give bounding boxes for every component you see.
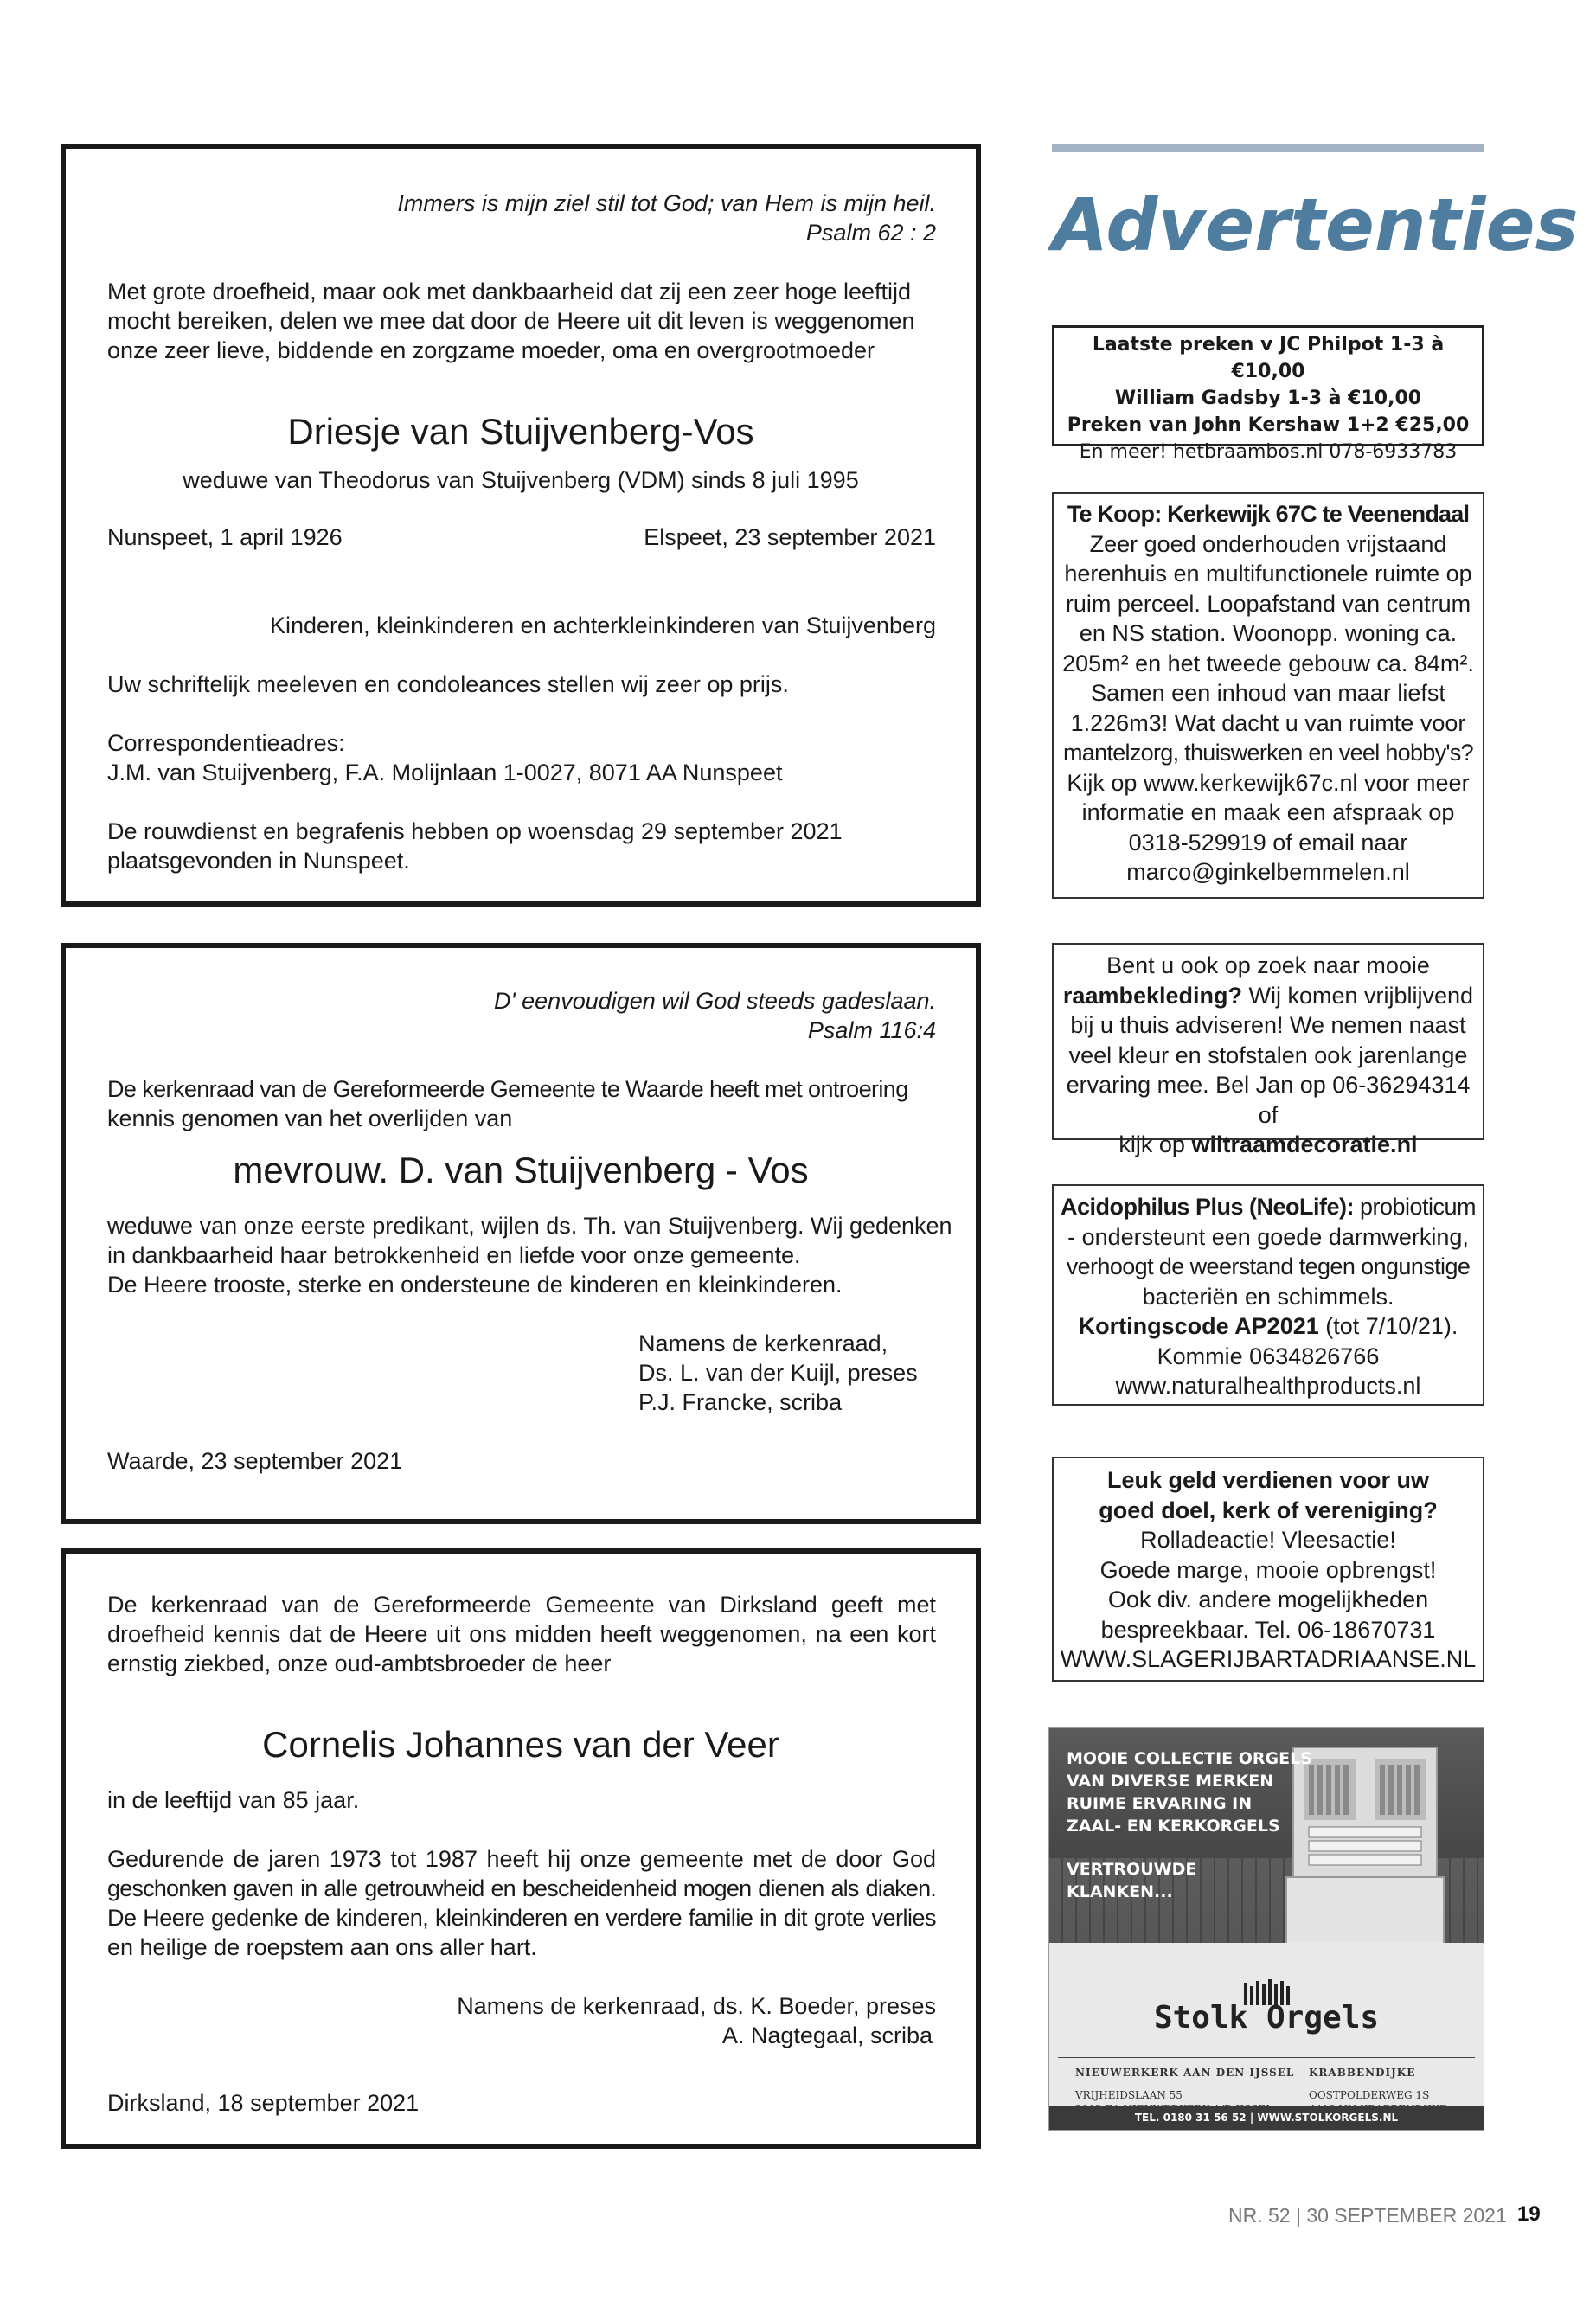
deceased-name: mevrouw. D. van Stuijvenberg - Vos bbox=[233, 1150, 809, 1190]
age-line: in de leeftijd van 85 jaar. bbox=[107, 1787, 360, 1813]
divider bbox=[1058, 2057, 1475, 2058]
ad-line: ruim perceel. Loopafstand van centrum bbox=[1065, 590, 1471, 617]
ad-line: Acidophilus Plus (NeoLife): probioticum bbox=[1060, 1194, 1477, 1220]
body-line: De Heere gedenke de kinderen, kleinkinderen en verdere familie in dit grote verlies bbox=[107, 1905, 936, 1931]
location-nieuwerkerk: NIEUWERKERK AAN DEN IJSSEL VRIJHEIDSLAAN 55 bbox=[1075, 2067, 1295, 2101]
ad-sermon-books bbox=[1052, 325, 1484, 463]
body-line: Gedurende de jaren 1973 tot 1987 heeft hij onze gemeente met de door God bbox=[107, 1846, 936, 1872]
address: J.M. van Stuijvenberg, F.A. Molijnlaan 1-0027, 8071 AA Nunspeet bbox=[107, 760, 783, 785]
ad-line: Kortingscode AP2021 (tot 7/10/21). bbox=[1078, 1313, 1458, 1339]
service-line: De rouwdienst en begrafenis hebben op woensdag 29 september 2021 bbox=[107, 818, 843, 844]
ad-line: WWW.SLAGERIJBARTADRIAANSE.NL bbox=[1060, 1646, 1477, 1672]
ad-heading: goed doel, kerk of vereniging? bbox=[1099, 1497, 1438, 1523]
body-line: geschonken gaven in alle getrouwheid en bescheidenheid mogen dienen als diaken. bbox=[107, 1875, 936, 1901]
subtitle: weduwe van Theodorus van Stuijvenberg (VDM) sinds 8 juli 1995 bbox=[183, 467, 859, 493]
place-date: Dirksland, 18 september 2021 bbox=[107, 2090, 420, 2116]
signature-line: Namens de kerkenraad, bbox=[638, 1330, 888, 1356]
ad-line: marco@ginkelbemmelen.nl bbox=[1126, 859, 1410, 885]
intro-line: ernstig ziekbed, onze oud-ambtsbroeder de heer bbox=[107, 1650, 612, 1676]
ad-line: verhoogt de weerstand tegen ongunstige bbox=[1066, 1253, 1471, 1279]
signature-line: A. Nagtegaal, scriba bbox=[721, 2022, 933, 2048]
death-notice-stuijvenberg-family bbox=[61, 144, 981, 907]
ad-line: Kommie 0634826766 bbox=[1157, 1343, 1380, 1369]
ad-line: 205m² en het tweede gebouw ca. 84m². bbox=[1062, 650, 1474, 676]
section-top-bar bbox=[1052, 144, 1484, 152]
place-date: Waarde, 23 september 2021 bbox=[107, 1448, 403, 1474]
deceased-name: Cornelis Johannes van der Veer bbox=[262, 1724, 779, 1765]
quote-reference: Psalm 62 : 2 bbox=[805, 220, 936, 246]
ad-subheadline: VERTROUWDE KLANKEN... bbox=[1067, 1860, 1197, 1901]
ad-line: Kijk op www.kerkewijk67c.nl voor meer bbox=[1067, 769, 1470, 796]
issue-info: NR. 52 | 30 SEPTEMBER 2021 bbox=[1228, 2204, 1507, 2227]
ad-heading: Te Koop: Kerkewijk 67C te Veenendaal bbox=[1067, 501, 1470, 527]
ad-line: en NS station. Woonopp. woning ca. bbox=[1079, 620, 1458, 646]
ad-line: Rolladeactie! Vleesactie! bbox=[1140, 1527, 1396, 1553]
intro-line: onze zeer lieve, biddende en zorgzame moeder, oma en overgrootmoeder bbox=[107, 337, 875, 363]
quote: D' eenvoudigen wil God steeds gadeslaan. bbox=[494, 988, 936, 1014]
ad-headline: MOOIE COLLECTIE ORGELS VAN DIVERSE MERKEN RUIME ERVARING IN ZAAL- EN KERKORGELS bbox=[1067, 1749, 1312, 1836]
ad-line: mantelzorg, thuiswerken en veel hobby's? bbox=[1063, 740, 1473, 766]
ad-line: Zeer goed onderhouden vrijstaand bbox=[1089, 530, 1447, 557]
brand-name: Stolk Orgels bbox=[1153, 2000, 1380, 2035]
address-label: Correspondentieadres: bbox=[107, 730, 345, 756]
location-krabbendijke: KRABBENDIJKE OOSTPOLDERWEG 1S bbox=[1309, 2067, 1430, 2101]
signature-line: Ds. L. van der Kuijl, preses bbox=[638, 1360, 918, 1386]
ad-line: informatie en maak een afspraak op bbox=[1081, 799, 1455, 825]
intro-line: kennis genomen van het overlijden van bbox=[107, 1106, 513, 1131]
family-line: Kinderen, kleinkinderen en achterkleinkinderen van Stuijvenberg bbox=[270, 612, 936, 638]
signature-line: Namens de kerkenraad, ds. K. Boeder, preses bbox=[457, 1993, 936, 2019]
intro-line: Met grote droefheid, maar ook met dankbaarheid dat zij een zeer hoge leeftijd bbox=[107, 279, 912, 304]
body-line: in dankbaarheid haar betrokkenheid en liefde voor onze gemeente. bbox=[107, 1242, 801, 1268]
page-number: 19 bbox=[1517, 2202, 1541, 2226]
ad-line: Goede marge, mooie opbrengst! bbox=[1099, 1556, 1437, 1583]
body-line: weduwe van onze eerste predikant, wijlen ds. Th. van Stuijvenberg. Wij gedenken bbox=[107, 1213, 952, 1239]
ad-line: veel kleur en stofstalen ook jarenlange bbox=[1068, 1042, 1468, 1068]
death-notice-waarde-church bbox=[61, 943, 981, 1524]
ad-line: Preken van John Kershaw 1+2 €25,00 bbox=[1067, 414, 1470, 436]
ad-line: raambekleding? Wij komen vrijblijvend bbox=[1062, 982, 1474, 1009]
ad-line: www.naturalhealthproducts.nl bbox=[1115, 1373, 1421, 1399]
contact-bar: TEL. 0180 31 56 52 | WWW.STOLKORGELS.NL bbox=[1049, 2106, 1484, 2130]
ad-heading: Leuk geld verdienen voor uw bbox=[1106, 1467, 1430, 1493]
intro-line: droefheid kennis dat de Heere uit ons midden heeft weggenomen, na een kort bbox=[107, 1621, 936, 1647]
ad-probiotic bbox=[1052, 1184, 1484, 1406]
intro-line: De kerkenraad van de Gereformeerde Gemeente te Waarde heeft met ontroering bbox=[107, 1076, 908, 1102]
service-line: plaatsgevonden in Nunspeet. bbox=[107, 848, 410, 874]
quote: Immers is mijn ziel stil tot God; van Hem is mijn heil. bbox=[397, 190, 936, 216]
signature-line: P.J. Francke, scriba bbox=[638, 1389, 843, 1415]
ad-line: En meer! hetbraambos.nl 078-6933783 bbox=[1079, 441, 1458, 463]
ad-line: - ondersteunt een goede darmwerking, bbox=[1067, 1223, 1469, 1250]
death-notice-dirksland-church bbox=[61, 1548, 981, 2149]
ad-line: bespreekbaar. Tel. 06-18670731 bbox=[1100, 1616, 1436, 1643]
ad-line: Laatste preken v JC Philpot 1-3 à €10,00 bbox=[1092, 334, 1445, 382]
quote-reference: Psalm 116:4 bbox=[807, 1017, 936, 1043]
death-info: Elspeet, 23 september 2021 bbox=[644, 524, 936, 550]
deceased-name: Driesje van Stuijvenberg-Vos bbox=[287, 411, 754, 452]
ad-line: bij u thuis adviseren! We nemen naast bbox=[1070, 1012, 1466, 1038]
birth-info: Nunspeet, 1 april 1926 bbox=[107, 524, 343, 550]
ad-line: herenhuis en multifunctionele ruimte op bbox=[1064, 561, 1472, 586]
ad-line: 1.226m3! Wat dacht u van ruimte voor bbox=[1070, 709, 1466, 736]
ad-property-for-sale bbox=[1052, 492, 1484, 899]
section-title: Advertenties bbox=[1052, 183, 1579, 267]
intro-line: De kerkenraad van de Gereformeerde Gemeente van Dirksland geeft met bbox=[107, 1592, 936, 1618]
ad-line: Samen een inhoud van maar liefst bbox=[1091, 680, 1445, 706]
intro-line: mocht bereiken, delen we mee dat door de Heere uit dit leven is weggenomen bbox=[107, 308, 915, 334]
ad-line: ervaring mee. Bel Jan op 06-36294314 of bbox=[1066, 1072, 1471, 1128]
ad-fundraising bbox=[1052, 1457, 1484, 1682]
ad-line: bacteriën en schimmels. bbox=[1142, 1283, 1394, 1310]
ad-line: Bent u ook op zoek naar mooie bbox=[1106, 952, 1430, 978]
ad-line: 0318-529919 of email naar bbox=[1128, 829, 1408, 856]
condolences-line: Uw schriftelijk meeleven en condoleances stellen wij zeer op prijs. bbox=[107, 671, 789, 697]
body-line: De Heere trooste, sterke en ondersteune de kinderen en kleinkinderen. bbox=[107, 1272, 843, 1298]
ad-line: William Gadsby 1-3 à €10,00 bbox=[1114, 388, 1422, 409]
body-line: en heilige de roepstem aan ons aller hart. bbox=[107, 1934, 537, 1960]
ad-stolk-orgels bbox=[1048, 1727, 1484, 2131]
ad-window-decoration bbox=[1052, 943, 1484, 1157]
ad-line: kijk op wiltraamdecoratie.nl bbox=[1118, 1131, 1418, 1157]
ad-line: Ook div. andere mogelijkheden bbox=[1107, 1586, 1429, 1612]
